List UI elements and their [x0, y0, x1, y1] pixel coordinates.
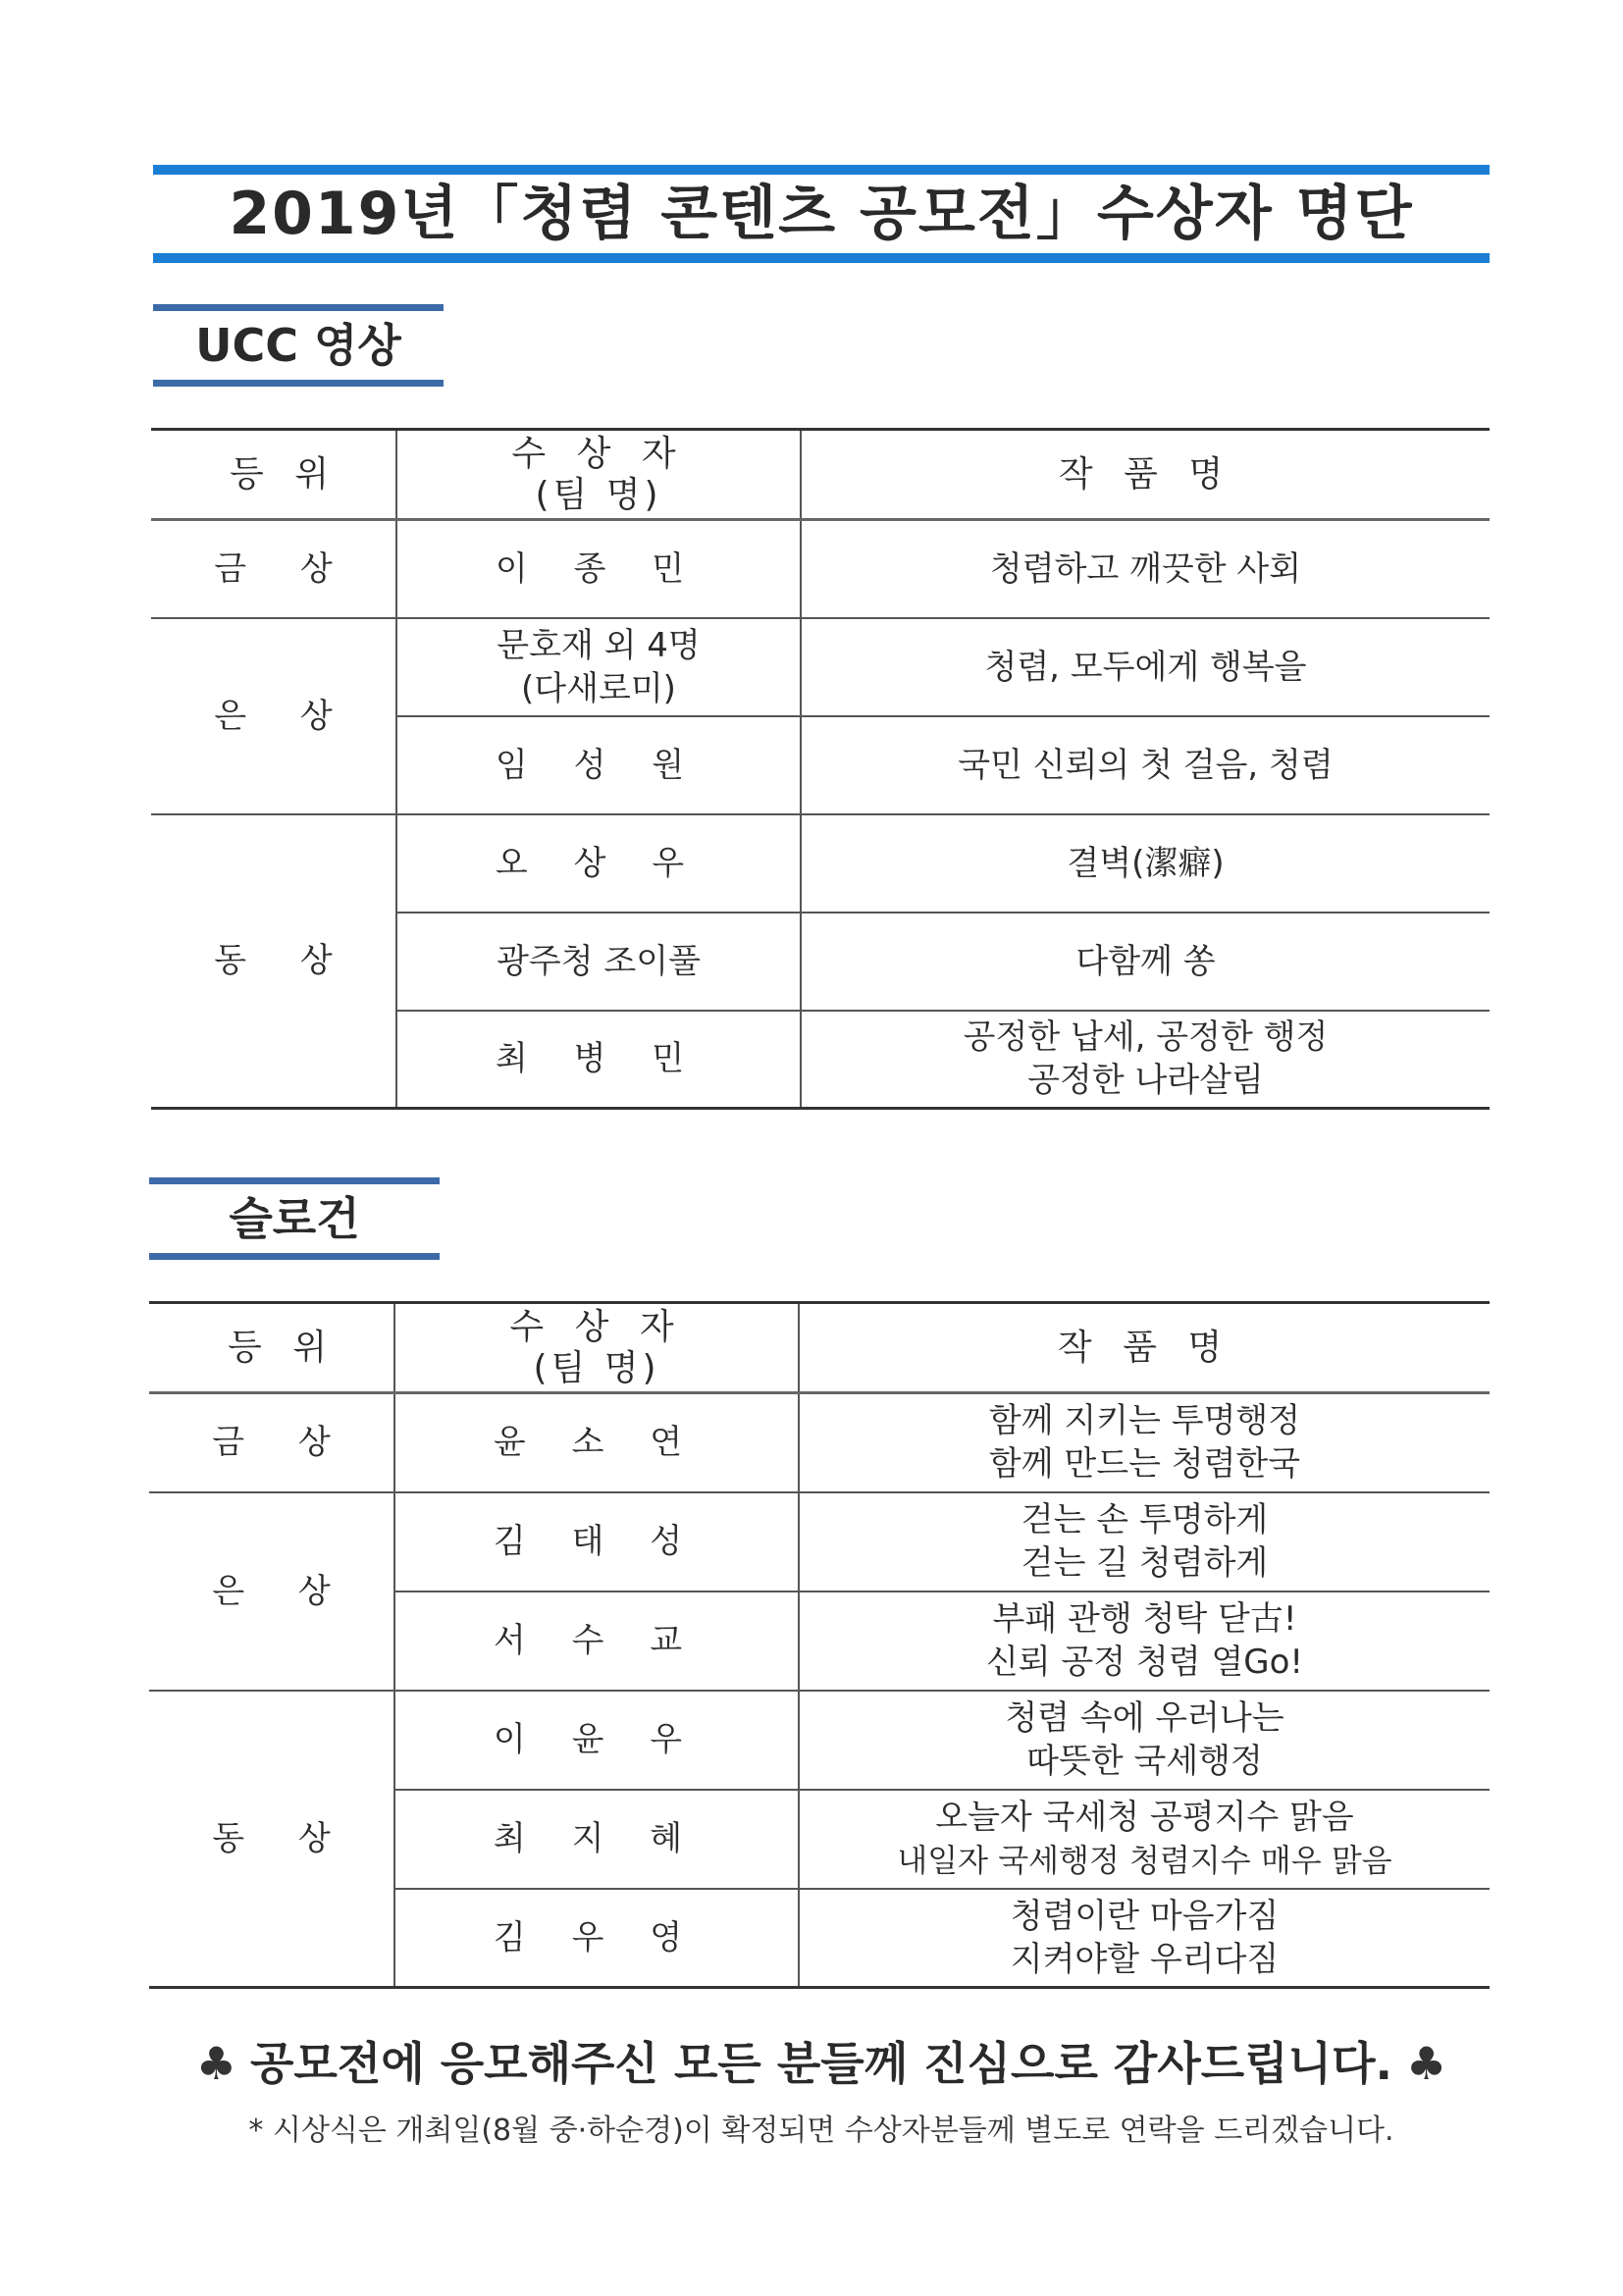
table-row [149, 1691, 1490, 1790]
header-work: 작 품 명 [801, 430, 1490, 520]
section-rule-bottom [149, 1253, 440, 1260]
title-top-rule [153, 165, 1490, 175]
rank-silver: 은 상 [149, 1492, 394, 1691]
winner-name: 이 윤 우 [394, 1691, 799, 1790]
winner-name-line1: 문호재 외 4명 [497, 625, 701, 665]
work-title: 청렴하고 깨끗한 사회 [801, 520, 1490, 618]
work-title-line1: 공정한 납세, 공정한 행정 [963, 1018, 1329, 1058]
work-title-line2: 따뜻한 국세행정 [1026, 1742, 1263, 1781]
table-row [151, 814, 1490, 913]
winner-team: (다새로미) [521, 668, 676, 708]
thanks-message-block [153, 2029, 1490, 2098]
work-title-line1: 청렴이란 마음가짐 [1010, 1896, 1280, 1936]
header-rank: 등 위 [149, 1303, 394, 1393]
ceremony-note: * 시상식은 개최일(8월 중·하순경)이 확정되면 수상자분들께 별도로 연락을 드리겠습니다. [248, 2113, 1394, 2148]
rank-silver: 은 상 [151, 618, 396, 814]
thanks-message: 공모전에 응모해주신 모든 분들께 진심으로 감사드립니다. [249, 2037, 1392, 2090]
winner-name: 윤 소 연 [394, 1393, 799, 1492]
winner-name [396, 618, 801, 716]
table-row [149, 1492, 1490, 1592]
section-heading-slogan [149, 1177, 440, 1260]
title-bottom-rule [153, 253, 1490, 263]
section-rule-top [149, 1177, 440, 1184]
rank-gold: 금 상 [151, 520, 396, 618]
slogan-award-table [149, 1301, 1490, 1989]
work-title: 청렴, 모두에게 행복을 [801, 618, 1490, 716]
work-title-line1: 오늘자 국세청 공평지수 맑음 [935, 1798, 1354, 1837]
club-icon: ♣ [195, 2037, 236, 2090]
section-rule-bottom [153, 380, 444, 387]
document-title: 2019년「청렴 콘텐츠 공모전」수상자 명단 [229, 180, 1414, 248]
ucc-award-table [151, 428, 1490, 1110]
document-title-block [153, 165, 1490, 263]
work-title-line2: 신뢰 공정 청렴 열Go! [985, 1643, 1304, 1682]
winner-name: 광주청 조이풀 [396, 913, 801, 1011]
work-title-line2: 걷는 길 청렴하게 [1021, 1543, 1269, 1583]
work-title-line1: 함께 지키는 투명행정 [988, 1401, 1301, 1441]
table-row [151, 520, 1490, 618]
winner-name: 오 상 우 [396, 814, 801, 913]
winner-name: 이 종 민 [396, 520, 801, 618]
header-winner-line2: (팀 명) [535, 474, 662, 515]
header-winner [394, 1303, 799, 1393]
work-title [799, 1790, 1490, 1889]
work-title-line2: 내일자 국세행정 청렴지수 매우 맑음 [897, 1842, 1392, 1879]
work-title [801, 1011, 1490, 1109]
header-rank: 등 위 [151, 430, 396, 520]
winner-name: 서 수 교 [394, 1592, 799, 1691]
work-title-line1: 걷는 손 투명하게 [1021, 1500, 1269, 1539]
winner-name: 김 우 영 [394, 1889, 799, 1988]
header-winner-line1: 수 상 자 [511, 433, 686, 474]
work-title-line1: 부패 관행 청탁 닫古! [992, 1599, 1297, 1639]
header-winner [396, 430, 801, 520]
rank-bronze: 동 상 [151, 814, 396, 1109]
work-title-line2: 공정한 나라살림 [1027, 1061, 1264, 1101]
work-title: 다함께 쏭 [801, 913, 1490, 1011]
rank-bronze: 동 상 [149, 1691, 394, 1988]
work-title: 국민 신뢰의 첫 걸음, 청렴 [801, 716, 1490, 814]
work-title: 결벽(潔癖) [801, 814, 1490, 913]
work-title [799, 1691, 1490, 1790]
header-work: 작 품 명 [799, 1303, 1490, 1393]
winner-name: 최 병 민 [396, 1011, 801, 1109]
work-title [799, 1393, 1490, 1492]
rank-gold: 금 상 [149, 1393, 394, 1492]
table-row [151, 618, 1490, 716]
section-title-slogan: 슬로건 [229, 1192, 360, 1245]
club-icon: ♣ [1406, 2037, 1447, 2090]
work-title [799, 1492, 1490, 1592]
section-rule-top [153, 304, 444, 311]
winner-name: 임 성 원 [396, 716, 801, 814]
section-heading-ucc [153, 304, 444, 387]
work-title [799, 1592, 1490, 1691]
work-title [799, 1889, 1490, 1988]
table-row [149, 1393, 1490, 1492]
work-title-line2: 함께 만드는 청렴한국 [988, 1444, 1301, 1485]
header-winner-line2: (팀 명) [533, 1347, 660, 1388]
section-title-ucc: UCC 영상 [195, 319, 401, 372]
work-title-line2: 지켜야할 우리다짐 [1010, 1939, 1280, 1979]
winner-name: 김 태 성 [394, 1492, 799, 1592]
header-winner-line1: 수 상 자 [509, 1306, 684, 1347]
winner-name: 최 지 혜 [394, 1790, 799, 1889]
work-title-line1: 청렴 속에 우러나는 [1005, 1698, 1284, 1738]
